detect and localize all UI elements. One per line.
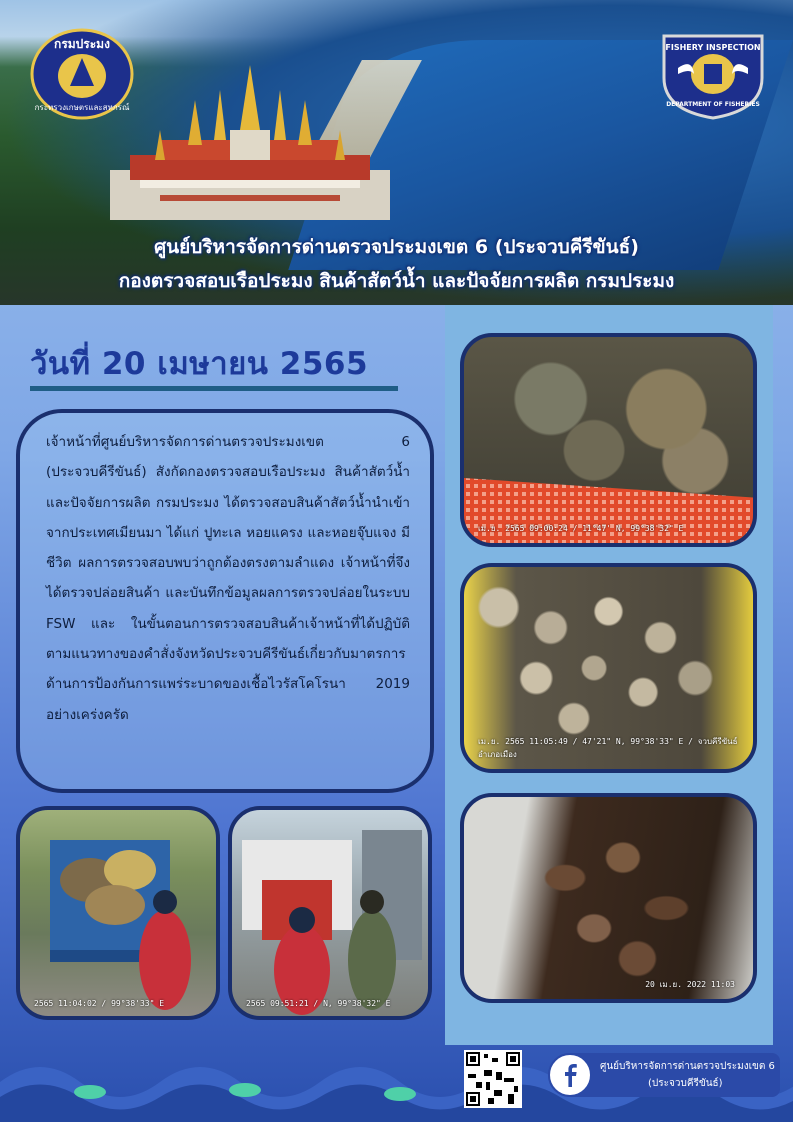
fishery-inspection-logo <box>658 28 768 120</box>
svg-text:DEPARTMENT OF FISHERIES: DEPARTMENT OF FISHERIES <box>666 101 760 108</box>
department-of-fisheries-logo <box>30 28 134 120</box>
photo-officers-timestamp: 2565 09:51:21 / N, 99°38'32" E <box>246 999 391 1008</box>
svg-text:FISHERY INSPECTION: FISHERY INSPECTION <box>665 43 761 52</box>
facebook-page-name[interactable] <box>600 1058 776 1092</box>
facebook-page-name-line1: ศูนย์บริหารจัดการด่านตรวจประมงเขต 6 <box>600 1061 775 1072</box>
description-box <box>16 409 434 793</box>
temple-illustration <box>100 60 400 230</box>
description-text: เจ้าหน้าที่ศูนย์บริหารจัดการด่านตรวจประมงเขต 6 (ประจวบคีรีขันธ์) สังกัดกองตรวจสอบเรือประมง สินค้าสัตว์น้ำ และปัจจัยการผลิต กรมประมง ได้ตรวจสอบสินค้าสัตว์น้ำนำเข้า จากประเทศเมียนมา ได้แก่ ปูทะเล หอยแครง และหอยจุ๊บแจง มีชีวิต ผลการตรวจสอบพบว่าถูกต้องตรงตามลำแดง เจ้าหน้าที่จึงได้ตรวจปล่อยสินค้า และบันทึกข้อมูลผลการตรวจปล่อยในระบบ FSW และ ในขั้นตอนการตรวจสอบสินค้าเจ้าหน้าที่ได้ปฏิบัติตามแนวทางของคำสั่งจังหวัดประจวบคีรีขันธ์เกี่ยวกับมาตรการด้านการป้องกันการแพร่ระบาดของเชื้อไวรัสโคโรนา 2019 อย่างเคร่งครัด <box>46 434 410 723</box>
qr-code[interactable] <box>464 1050 522 1108</box>
photo-snails-timestamp: 20 เม.ย. 2022 11:03 <box>645 980 735 989</box>
photo-mud-crabs <box>460 333 757 547</box>
facebook-page-name-line2: (ประจวบคีรีขันธ์) <box>648 1078 723 1089</box>
photo-mud-crabs-timestamp: เม.ย. 2565 09:00:24 / 11°47' N, 99°38'32" E <box>478 524 684 533</box>
photo-officers-inspection <box>228 806 432 1020</box>
qr-code-graphic <box>464 1050 522 1108</box>
facebook-f-glyph <box>550 1055 590 1095</box>
date-underline <box>30 386 398 391</box>
officers-scene-graphic <box>232 810 428 1016</box>
photo-blood-cockles <box>460 563 757 773</box>
photo-truck-timestamp: 2565 11:04:02 / 99°38'33" E <box>34 999 165 1008</box>
photo-blood-cockles-timestamp: เม.ย. 2565 11:05:49 / 47'21" N, 99°38'33" E / จวบคีรีขันธ์ อำเภอเมือง <box>478 737 738 759</box>
date-heading: วันที่ 20 เมษายน 2565 <box>30 346 369 382</box>
photo-truck-inspection <box>16 806 220 1020</box>
truck-scene-graphic <box>20 810 216 1016</box>
header-banner <box>0 0 793 305</box>
facebook-icon[interactable] <box>548 1053 592 1097</box>
svg-text:กระทรวงเกษตรและสหกรณ์: กระทรวงเกษตรและสหกรณ์ <box>34 103 130 112</box>
photo-spotted-babylon-snails <box>460 793 757 1003</box>
banner-title-line1: ศูนย์บริหารจัดการด่านตรวจประมงเขต 6 (ประจวบคีรีขันธ์) <box>154 236 639 258</box>
svg-text:กรมประมง: กรมประมง <box>54 37 110 51</box>
banner-title-line2: กองตรวจสอบเรือประมง สินค้าสัตว์น้ำ และปัจจัยการผลิต กรมประมง <box>118 270 675 292</box>
